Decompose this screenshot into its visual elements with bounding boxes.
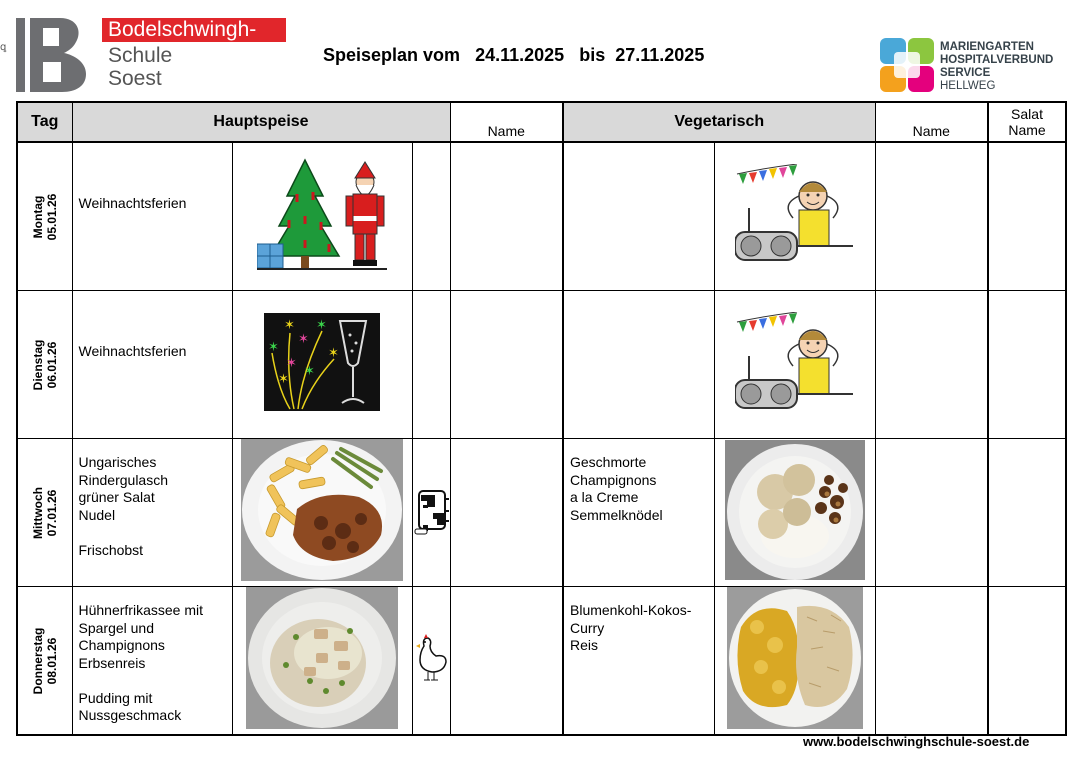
svg-text:✶: ✶ xyxy=(316,318,327,333)
veg-dish-cell: Geschmorte Champignons a la Creme Semmelknödel xyxy=(563,439,714,587)
mushroom-dumpling-photo xyxy=(725,440,865,580)
name-cell xyxy=(875,291,988,439)
col-header-day: Tag xyxy=(17,102,72,142)
small-glyph: ꝗ xyxy=(0,42,7,53)
meat-icon-cell xyxy=(412,439,450,587)
svg-text:✶: ✶ xyxy=(286,356,297,371)
salad-name-cell xyxy=(988,291,1066,439)
table-row xyxy=(17,587,1066,736)
meat-icon-cell xyxy=(412,587,450,736)
main-dish-cell: Ungarisches Rindergulasch grüner Salat Nudel Frischobst xyxy=(72,439,232,587)
col-header-name2: Name xyxy=(875,102,988,142)
school-logo xyxy=(16,18,276,92)
main-image-cell xyxy=(232,439,412,587)
chicken-icon xyxy=(414,634,448,682)
day-cell: Dienstag 06.01.26 xyxy=(17,291,72,439)
svg-text:✶: ✶ xyxy=(328,346,339,361)
name-cell xyxy=(450,142,563,291)
svg-text:✶: ✶ xyxy=(268,340,279,355)
footer-url: www.bodelschwinghschule-soest.de xyxy=(803,734,1030,749)
meat-icon-cell xyxy=(412,142,450,291)
day-cell: Donnerstag 08.01.26 xyxy=(17,587,72,736)
veg-dish-cell: Blumenkohl-Kokos- Curry Reis xyxy=(563,587,714,736)
col-header-veg: Vegetarisch xyxy=(563,102,875,142)
name-cell xyxy=(875,587,988,736)
name-cell xyxy=(450,587,563,736)
veg-image-cell xyxy=(714,587,875,736)
holiday-party-child-icon xyxy=(735,312,855,412)
veg-dish-cell xyxy=(563,291,714,439)
main-dish-cell: Weihnachtsferien xyxy=(72,291,232,439)
svg-text:✶: ✶ xyxy=(304,364,315,379)
partner-logo xyxy=(880,38,1080,94)
table-row xyxy=(17,142,1066,291)
main-image-cell xyxy=(232,142,412,291)
school-logo-b-icon xyxy=(16,18,88,92)
salad-name-cell xyxy=(988,439,1066,587)
cauliflower-curry-photo xyxy=(727,587,863,729)
svg-text:✶: ✶ xyxy=(284,318,295,333)
salad-name-cell xyxy=(988,142,1066,291)
partner-logo-icon xyxy=(880,38,934,92)
main-image-cell xyxy=(232,587,412,736)
name-cell xyxy=(875,439,988,587)
table-row xyxy=(17,439,1066,587)
col-header-main: Hauptspeise xyxy=(72,102,450,142)
school-name-line3: Soest xyxy=(108,67,162,90)
salad-name-cell xyxy=(988,587,1066,736)
svg-text:✶: ✶ xyxy=(278,372,289,387)
name-cell xyxy=(875,142,988,291)
name-cell xyxy=(450,291,563,439)
meat-icon-cell xyxy=(412,291,450,439)
school-name-line1: Bodelschwingh- xyxy=(102,18,286,42)
holiday-party-child-icon xyxy=(735,164,855,264)
school-name-line2: Schule xyxy=(108,44,173,67)
christmas-tree-santa-icon xyxy=(257,158,387,270)
day-cell: Mittwoch 07.01.26 xyxy=(17,439,72,587)
name-cell xyxy=(450,439,563,587)
main-dish-cell: Hühnerfrikassee mit Spargel und Champignons Erbsenreis Pudding mit Nussgeschmack xyxy=(72,587,232,736)
page-title: Speiseplan vom 24.11.2025 bis 27.11.2025 xyxy=(323,45,705,65)
day-cell: Montag 05.01.26 xyxy=(17,142,72,291)
veg-image-cell xyxy=(714,439,875,587)
main-dish-cell: Weihnachtsferien xyxy=(72,142,232,291)
menu-table xyxy=(16,101,1067,736)
col-header-name1: Name xyxy=(450,102,563,142)
veg-image-cell xyxy=(714,142,875,291)
main-image-cell xyxy=(232,291,412,439)
goulash-pasta-photo xyxy=(241,439,403,581)
veg-dish-cell xyxy=(563,142,714,291)
chicken-fricassee-photo xyxy=(246,587,398,729)
veg-image-cell xyxy=(714,291,875,439)
table-row xyxy=(17,291,1066,439)
svg-text:✶: ✶ xyxy=(298,332,309,347)
col-header-salad: Salat Name xyxy=(988,102,1066,142)
cow-icon xyxy=(413,485,449,535)
partner-logo-text: MARIENGARTEN HOSPITALVERBUND SERVICE HELLWEG xyxy=(940,41,1054,92)
fireworks-champagne-icon xyxy=(264,313,380,411)
